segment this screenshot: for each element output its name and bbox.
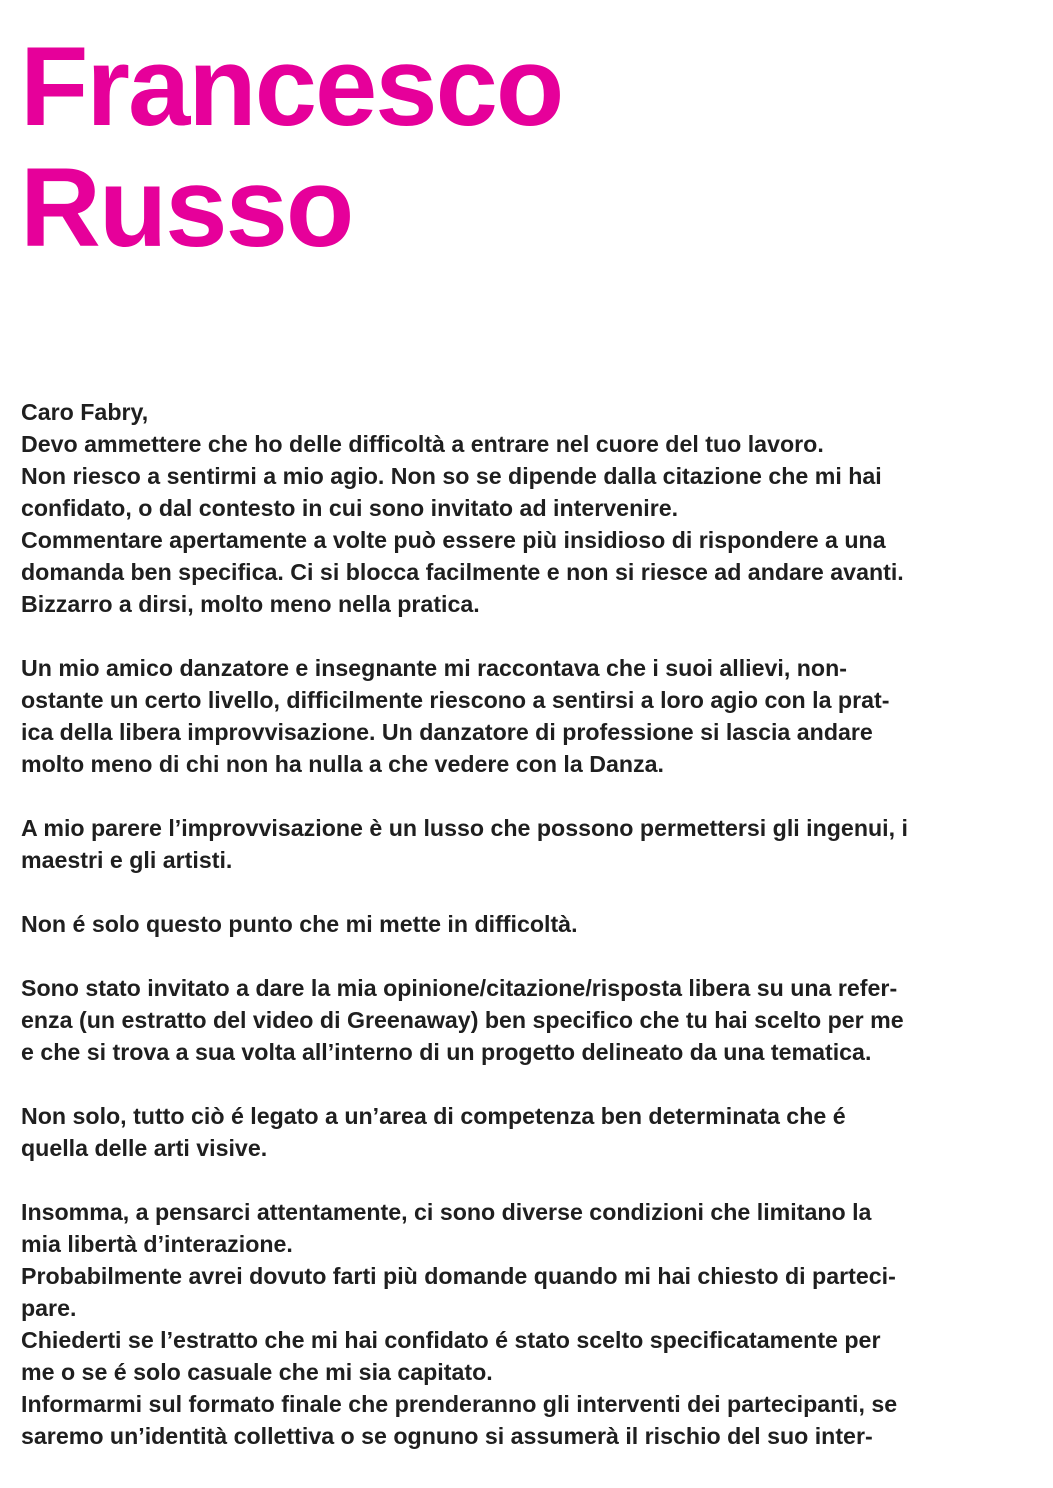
letter-body — [21, 396, 1036, 1452]
letter-line: Non solo, tutto ciò é legato a un’area di competenza ben determinata che é — [21, 1103, 846, 1129]
letter-paragraph — [21, 972, 1036, 1068]
letter-line: Informarmi sul formato finale che prenderanno gli interventi dei partecipanti, se — [21, 1391, 898, 1417]
letter-paragraph — [21, 1196, 1036, 1452]
letter-line: Caro Fabry, — [21, 399, 149, 425]
letter-line: mia libertà d’interazione. — [21, 1231, 293, 1257]
letter-line: me o se é solo casuale che mi sia capitato. — [21, 1359, 493, 1385]
letter-line: A mio parere l’improvvisazione è un lusso che possono permettersi gli ingenui, i — [21, 815, 908, 841]
author-name-title — [20, 26, 562, 268]
letter-line: Un mio amico danzatore e insegnante mi raccontava che i suoi allievi, non- — [21, 655, 847, 681]
letter-line: enza (un estratto del video di Greenaway) ben specifico che tu hai scelto per me — [21, 1007, 904, 1033]
author-last-name: Russo — [20, 145, 353, 270]
letter-line: e che si trova a sua volta all’interno di un progetto delineato da una tematica. — [21, 1039, 872, 1065]
letter-paragraph — [21, 652, 1036, 780]
letter-line: ica della libera improvvisazione. Un danzatore di professione si lascia andare — [21, 719, 873, 745]
author-first-name: Francesco — [20, 24, 563, 149]
letter-line: Insomma, a pensarci attentamente, ci sono diverse condizioni che limitano la — [21, 1199, 872, 1225]
letter-line: confidato, o dal contesto in cui sono invitato ad intervenire. — [21, 495, 679, 521]
letter-line: saremo un’identità collettiva o se ognuno si assumerà il rischio del suo inter- — [21, 1423, 873, 1449]
letter-line: Probabilmente avrei dovuto farti più domande quando mi hai chiesto di parteci- — [21, 1263, 896, 1289]
letter-line: maestri e gli artisti. — [21, 847, 233, 873]
letter-line: Non riesco a sentirmi a mio agio. Non so se dipende dalla citazione che mi hai — [21, 463, 882, 489]
letter-paragraph — [21, 908, 1036, 940]
letter-line: Bizzarro a dirsi, molto meno nella pratica. — [21, 591, 480, 617]
letter-line: Devo ammettere che ho delle difficoltà a entrare nel cuore del tuo lavoro. — [21, 431, 824, 457]
letter-line: Commentare apertamente a volte può essere più insidioso di rispondere a una — [21, 527, 886, 553]
letter-paragraph — [21, 812, 1036, 876]
letter-paragraph — [21, 1100, 1036, 1164]
letter-paragraph — [21, 396, 1036, 620]
letter-line: Chiederti se l’estratto che mi hai confidato é stato scelto specificatamente per — [21, 1327, 881, 1353]
letter-line: Sono stato invitato a dare la mia opinione/citazione/risposta libera su una refer- — [21, 975, 898, 1001]
letter-line: Non é solo questo punto che mi mette in difficoltà. — [21, 911, 578, 937]
letter-line: domanda ben specifica. Ci si blocca facilmente e non si riesce ad andare avanti. — [21, 559, 904, 585]
letter-line: pare. — [21, 1295, 77, 1321]
letter-line: ostante un certo livello, difficilmente riescono a sentirsi a loro agio con la prat- — [21, 687, 890, 713]
letter-line: molto meno di chi non ha nulla a che vedere con la Danza. — [21, 751, 664, 777]
letter-line: quella delle arti visive. — [21, 1135, 268, 1161]
